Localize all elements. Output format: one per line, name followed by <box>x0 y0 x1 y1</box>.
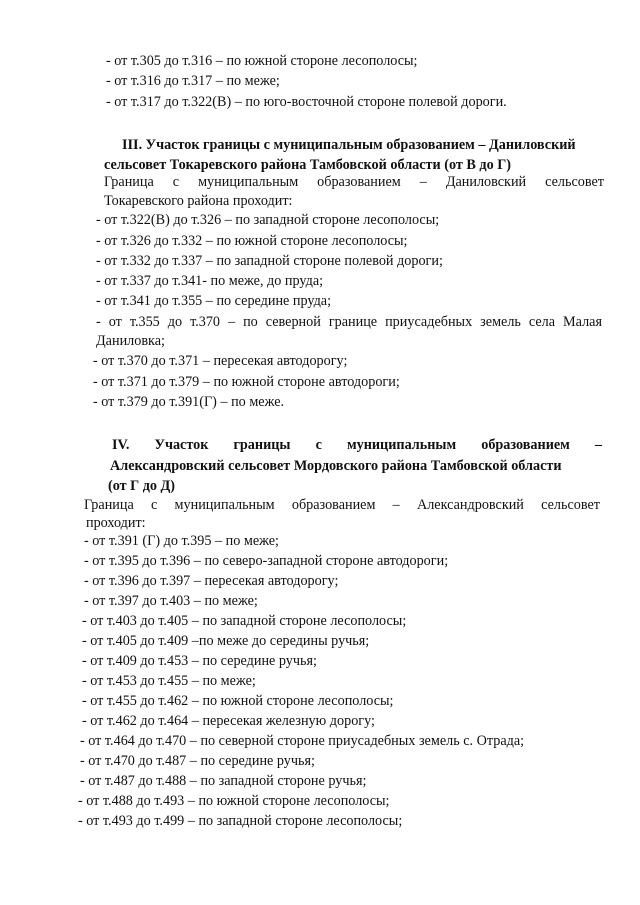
list-item: - от т.487 до т.488 – по западной стороне ручья; <box>80 773 367 789</box>
list-item: - от т.493 до т.499 – по западной стороне лесополосы; <box>78 813 403 829</box>
list-item: - от т.462 до т.464 – пересекая железную дорогу; <box>82 713 375 729</box>
list-item: - от т.397 до т.403 – по меже; <box>84 593 258 609</box>
list-item: - от т.455 до т.462 – по южной стороне лесополосы; <box>82 693 394 709</box>
section-heading: Александровский сельсовет Мордовского района Тамбовской области <box>110 458 562 474</box>
list-item: - от т.488 до т.493 – по южной стороне лесополосы; <box>78 793 390 809</box>
list-item: - от т.305 до т.316 – по южной стороне лесополосы; <box>106 53 418 69</box>
list-item: - от т.391 (Г) до т.395 – по меже; <box>84 533 279 549</box>
list-item: - от т.403 до т.405 – по западной стороне лесополосы; <box>82 613 407 629</box>
intro-text: Граница с муниципальным образованием – Даниловский сельсовет <box>104 174 604 190</box>
list-item: - от т.371 до т.379 – по южной стороне автодороги; <box>93 374 400 390</box>
intro-text: Токаревского района проходит: <box>104 193 293 209</box>
list-item: - от т.332 до т.337 – по западной стороне полевой дороги; <box>96 253 443 269</box>
list-item: - от т.464 до т.470 – по северной стороне приусадебных земель с. Отрада; <box>80 733 525 749</box>
list-item: - от т.337 до т.341- по меже, до пруда; <box>96 273 324 289</box>
list-item: - от т.341 до т.355 – по середине пруда; <box>96 293 332 309</box>
list-item-continuation: Даниловка; <box>96 333 165 349</box>
section-heading: III. Участок границы с муниципальным образованием – Даниловский <box>122 137 576 153</box>
section-heading: IV. Участок границы с муниципальным образованием – <box>112 437 602 453</box>
list-item: - от т.316 до т.317 – по меже; <box>106 73 280 89</box>
intro-text: проходит: <box>86 515 146 531</box>
list-item: - от т.317 до т.322(В) – по юго-восточной стороне полевой дороги. <box>106 94 507 110</box>
section-heading: сельсовет Токаревского района Тамбовской области (от В до Г) <box>104 157 511 173</box>
list-item: - от т.409 до т.453 – по середине ручья; <box>82 653 317 669</box>
list-item: - от т.395 до т.396 – по северо-западной стороне автодороги; <box>84 553 449 569</box>
list-item: - от т.322(В) до т.326 – по западной стороне лесополосы; <box>96 212 440 228</box>
list-item: - от т.470 до т.487 – по середине ручья; <box>80 753 315 769</box>
list-item: - от т.370 до т.371 – пересекая автодорогу; <box>93 353 348 369</box>
list-item: - от т.405 до т.409 –по меже до середины ручья; <box>82 633 370 649</box>
list-item: - от т.355 до т.370 – по северной границе приусадебных земель села Малая <box>96 314 602 330</box>
list-item: - от т.379 до т.391(Г) – по меже. <box>93 394 285 410</box>
intro-text: Граница с муниципальным образованием – Александровский сельсовет <box>84 497 600 513</box>
list-item: - от т.453 до т.455 – по меже; <box>82 673 256 689</box>
section-heading: (от Г до Д) <box>108 478 176 494</box>
list-item: - от т.326 до т.332 – по южной стороне лесополосы; <box>96 233 408 249</box>
list-item: - от т.396 до т.397 – пересекая автодорогу; <box>84 573 339 589</box>
